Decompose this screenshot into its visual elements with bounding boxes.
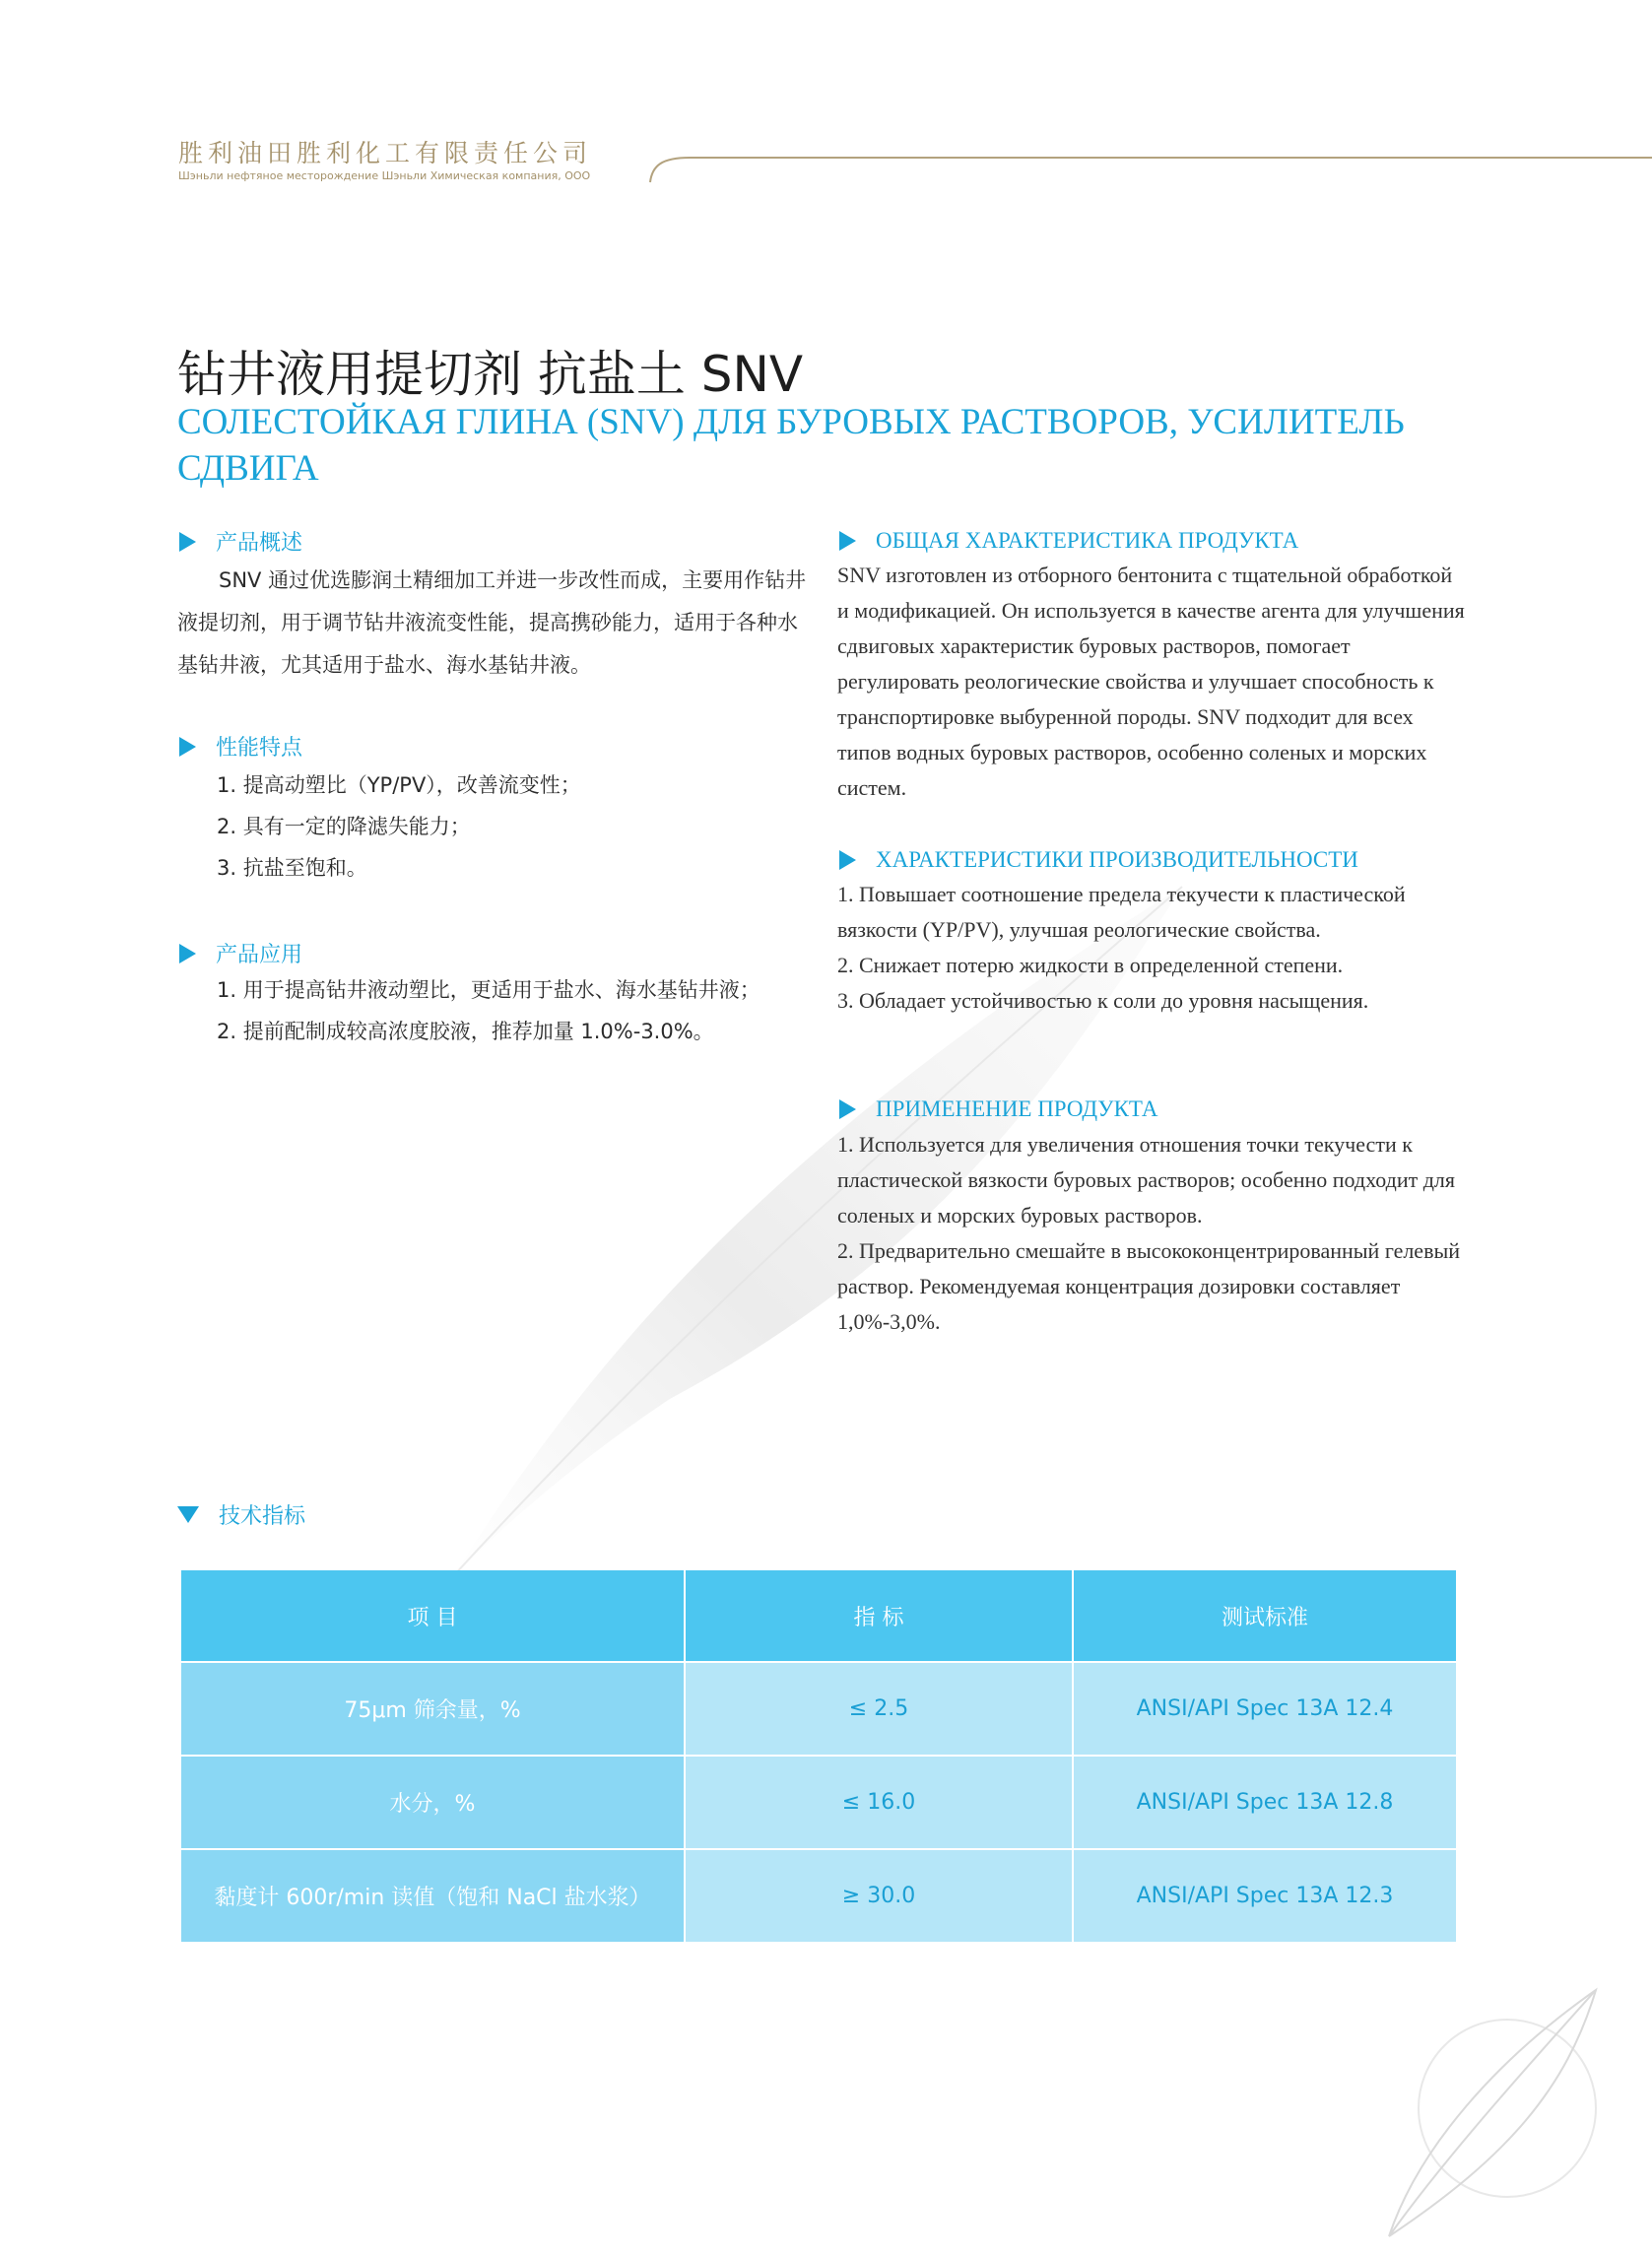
table-row bbox=[181, 1663, 1456, 1755]
table-row bbox=[181, 1757, 1456, 1848]
column-header: 测试标准 bbox=[1074, 1570, 1456, 1661]
triangle-right-icon bbox=[839, 531, 856, 551]
list-item: 1. 用于提高钻井液动塑比，更适用于盐水、海水基钻井液； bbox=[217, 978, 760, 1002]
section-heading-features-ru bbox=[839, 847, 1358, 873]
company-name-ru: Шэньли нефтяное месторождение Шэньли Химическая компания, ООО bbox=[178, 169, 591, 182]
table-cell: ANSI/API Spec 13A 12.4 bbox=[1074, 1663, 1456, 1755]
features-list-ru bbox=[837, 877, 1468, 1019]
table-cell: ≤ 2.5 bbox=[686, 1663, 1072, 1755]
section-heading-label: 性能特点 bbox=[216, 736, 303, 761]
section-heading-features-cn bbox=[179, 731, 302, 762]
section-heading-specs bbox=[177, 1499, 305, 1530]
section-heading-label: 产品应用 bbox=[216, 943, 303, 967]
table-row bbox=[181, 1850, 1456, 1942]
list-item: 1. 提高动塑比（YP/PV），改善流变性； bbox=[217, 773, 581, 797]
section-heading-label: 技术指标 bbox=[219, 1504, 306, 1529]
list-item: 3. 抗盐至饱和。 bbox=[217, 856, 367, 880]
table-cell: 75μm 筛余量，% bbox=[181, 1663, 684, 1755]
section-heading-overview-cn bbox=[179, 526, 302, 557]
table-header-row bbox=[181, 1570, 1456, 1661]
overview-text-ru bbox=[837, 558, 1468, 806]
list-item: 2. 具有一定的降滤失能力； bbox=[217, 815, 471, 838]
list-item: 2. Снижает потерю жидкости в определенной степени. bbox=[837, 953, 1344, 977]
overview-text-cn: SNV 通过优选膨润土精细加工并进一步改性而成，主要用作钻井液提切剂，用于调节钻井液流变性能，提高携砂能力，适用于各种水基钻井液，尤其适用于盐水、海水基钻井液。 bbox=[177, 568, 807, 677]
table-cell: 水分，% bbox=[181, 1757, 684, 1848]
list-item: 1. Используется для увеличения отношения точки текучести к пластической вязкости буровых растворов; особенно подходит для соленых и морских буровых растворов. bbox=[837, 1132, 1455, 1228]
section-heading-label: ПРИМЕНЕНИЕ ПРОДУКТА bbox=[876, 1096, 1158, 1121]
triangle-down-icon bbox=[177, 1506, 199, 1523]
section-heading-applications-cn bbox=[179, 938, 302, 968]
triangle-right-icon bbox=[179, 532, 196, 552]
table-cell: 黏度计 600r/min 读值（饱和 NaCl 盐水浆） bbox=[181, 1850, 684, 1942]
triangle-right-icon bbox=[179, 737, 196, 757]
page-title-ru: СОЛЕСТОЙКАЯ ГЛИНА (SNV) ДЛЯ БУРОВЫХ РАСТВОРОВ, УСИЛИТЕЛЬ СДВИГА bbox=[177, 402, 1405, 489]
list-item: 2. 提前配制成较高浓度胶液，推荐加量 1.0%-3.0%。 bbox=[217, 1020, 714, 1043]
triangle-right-icon bbox=[179, 944, 196, 963]
section-heading-label: 产品概述 bbox=[216, 531, 303, 556]
features-list-cn bbox=[217, 764, 581, 889]
applications-list-ru bbox=[837, 1127, 1468, 1340]
paragraph: SNV изготовлен из отборного бентонита с тщательной обработкой и модификацией. Он используется в качестве агента для улучшения сдвиговых характеристик буровых растворов, помогает регулировать реологические свойства и улучшает способность к транспортировке выбуренной породы. SNV подходит для всех типов водных буровых растворов, особенно соленых и морских систем. bbox=[837, 563, 1465, 800]
section-heading-overview-ru bbox=[839, 528, 1298, 554]
watermark-logo bbox=[1359, 1970, 1652, 2257]
triangle-right-icon bbox=[839, 850, 856, 870]
section-heading-label: ХАРАКТЕРИСТИКИ ПРОИЗВОДИТЕЛЬНОСТИ bbox=[876, 847, 1358, 872]
triangle-right-icon bbox=[839, 1099, 856, 1119]
table-cell: ANSI/API Spec 13A 12.8 bbox=[1074, 1757, 1456, 1848]
section-heading-applications-ru bbox=[839, 1096, 1157, 1122]
table-cell: ANSI/API Spec 13A 12.3 bbox=[1074, 1850, 1456, 1942]
table-cell: ≥ 30.0 bbox=[686, 1850, 1072, 1942]
specs-table bbox=[179, 1568, 1458, 1944]
table-cell: ≤ 16.0 bbox=[686, 1757, 1072, 1848]
column-header: 项 目 bbox=[181, 1570, 684, 1661]
page-title-cn: 钻井液用提切剂 抗盐土 SNV bbox=[177, 346, 804, 403]
list-item: 3. Обладает устойчивостью к соли до уровня насыщения. bbox=[837, 988, 1369, 1013]
list-item: 2. Предварительно смешайте в высококонцентрированный гелевый раствор. Рекомендуемая концентрация дозировки составляет 1,0%-3,0%. bbox=[837, 1238, 1461, 1334]
company-name-cn: 胜利油田胜利化工有限责任公司 bbox=[178, 139, 593, 167]
applications-list-cn bbox=[217, 969, 760, 1052]
column-header: 指 标 bbox=[686, 1570, 1072, 1661]
list-item: 1. Повышает соотношение предела текучести к пластической вязкости (YP/PV), улучшая реологические свойства. bbox=[837, 882, 1406, 942]
section-heading-label: ОБЩАЯ ХАРАКТЕРИСТИКА ПРОДУКТА bbox=[876, 528, 1299, 553]
